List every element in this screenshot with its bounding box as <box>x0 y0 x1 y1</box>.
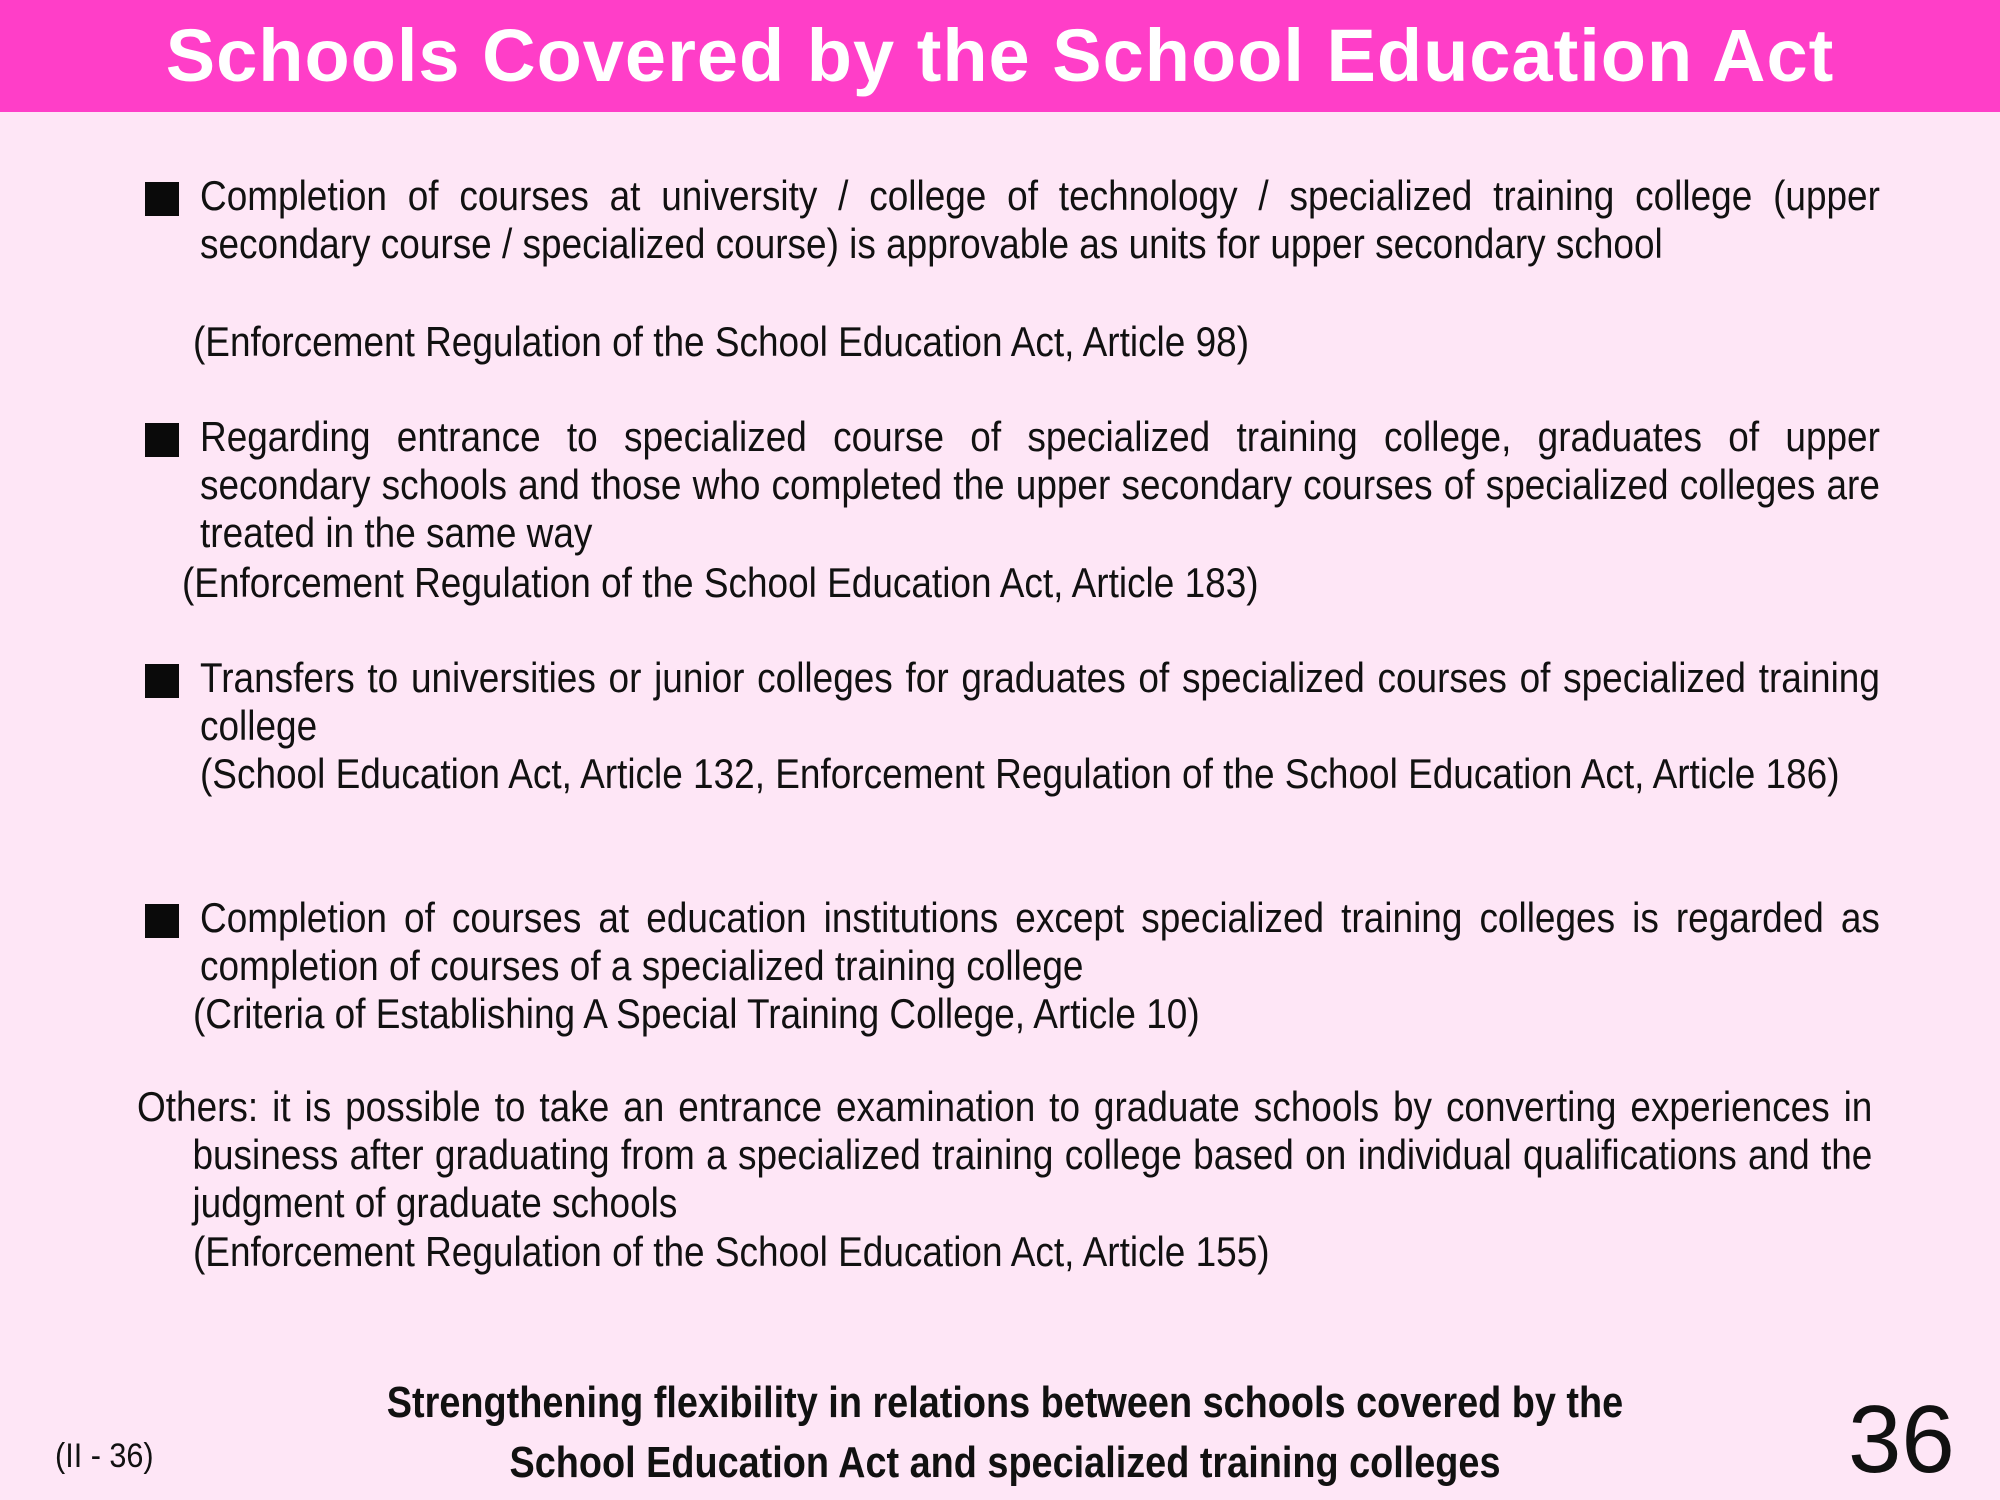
list-item-citation: (Enforcement Regulation of the School Education Act, Article 98) <box>193 318 1250 365</box>
list-item <box>200 894 1880 990</box>
list-item-citation: (Enforcement Regulation of the School Education Act, Article 183) <box>182 559 1259 606</box>
list-item-text: Completion of courses at education institutions except specialized training colleges is regarded as completion of courses of a specialized training college <box>200 894 1880 989</box>
list-item-citation: (Criteria of Establishing A Special Training College, Article 10) <box>193 990 1200 1037</box>
others-note <box>137 1083 1880 1227</box>
square-bullet-icon <box>145 423 179 457</box>
slide-subtitle <box>382 1373 1629 1493</box>
slide-subtitle-line-2: School Education Act and specialized training colleges <box>509 1438 1501 1487</box>
square-bullet-icon <box>145 664 179 698</box>
list-item-text: Transfers to universities or junior colleges for graduates of specialized courses of specialized training college <box>200 654 1880 749</box>
others-text <box>137 1083 1872 1227</box>
others-body: it is possible to take an entrance examination to graduate schools by converting experiences in business after graduating from a specialized training college based on individual qualifications and the judgment of graduate schools <box>192 1083 1873 1226</box>
list-item-citation: (School Education Act, Article 132, Enforcement Regulation of the School Education Act, Article 186) <box>200 750 1840 797</box>
others-citation: (Enforcement Regulation of the School Education Act, Article 155) <box>193 1228 1270 1275</box>
slide-subtitle-line-1: Strengthening flexibility in relations between schools covered by the <box>386 1378 1624 1427</box>
square-bullet-icon <box>145 904 179 938</box>
square-bullet-icon <box>145 182 179 216</box>
list-item <box>200 172 1880 268</box>
list-item-text: Completion of courses at university / college of technology / specialized training college (upper secondary course / specialized course) is approvable as units for upper secondary school <box>200 172 1880 267</box>
page-number: 36 <box>1848 1386 1955 1493</box>
list-item-text: Regarding entrance to specialized course of specialized training college, graduates of upper secondary schools and those who completed the upper secondary courses of specialized colleges are treated in the same way <box>200 413 1880 556</box>
list-item <box>200 413 1880 557</box>
others-label: Others: <box>137 1083 259 1130</box>
slide-reference: (II - 36) <box>55 1437 154 1475</box>
list-item <box>200 654 1880 798</box>
page-title: Schools Covered by the School Education Act <box>165 13 1835 97</box>
